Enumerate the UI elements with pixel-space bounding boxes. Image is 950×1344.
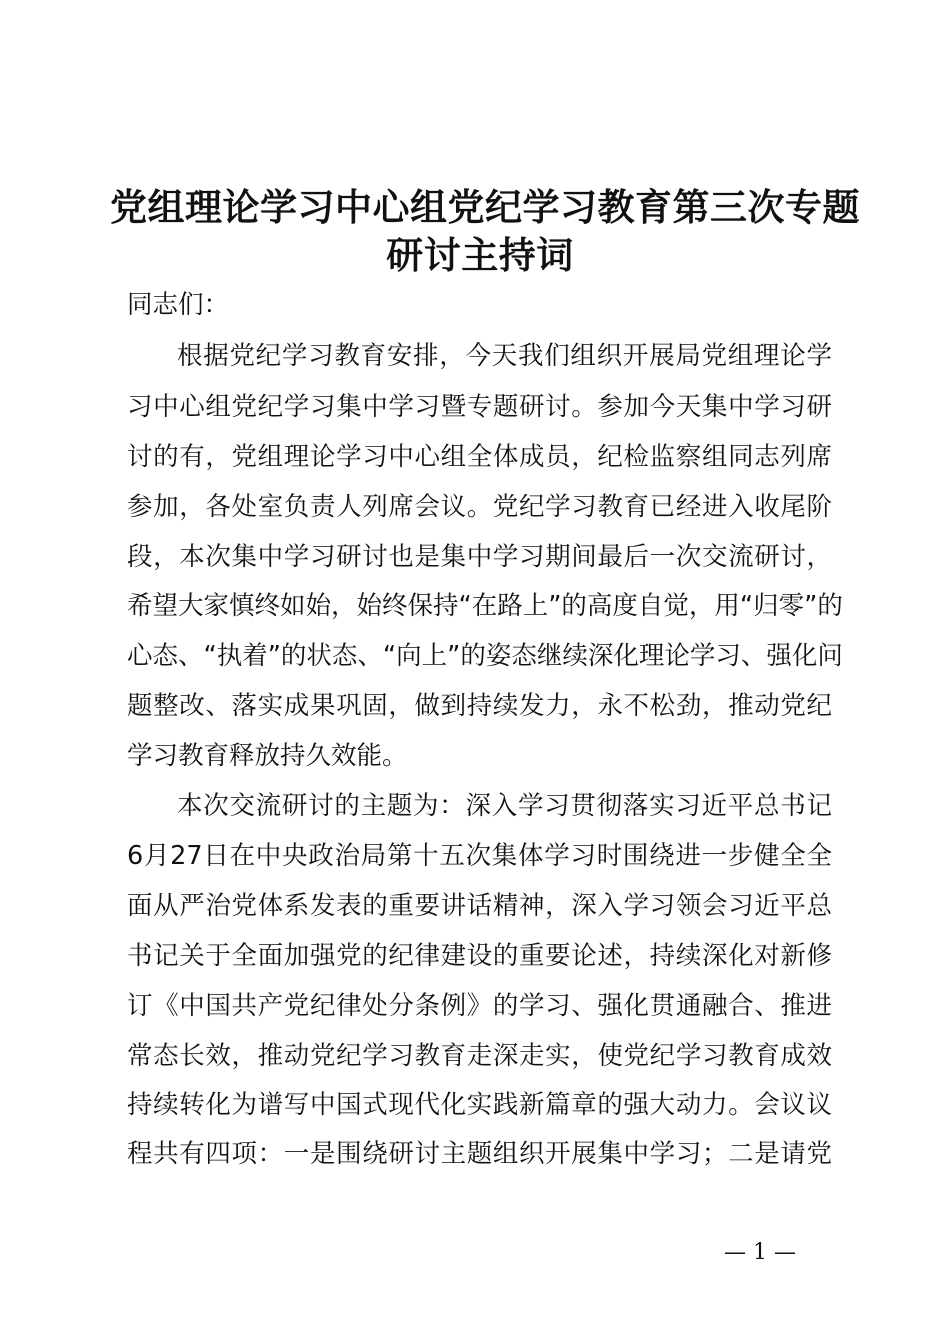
paragraph-1-line-8: 题整改、落实成果巩固，做到持续发力，永不松劲，推动党纪 [127, 691, 832, 721]
paragraph-1-line-9: 学习教育释放持久效能。 [127, 741, 408, 771]
salutation: 同志们： [127, 290, 230, 320]
paragraph-1-line-4: 参加，各处室负责人列席会议。党纪学习教育已经进入收尾阶 [127, 492, 832, 522]
paragraph-1-line-3: 讨的有，党组理论学习中心组全体成员，纪检监察组同志列席 [127, 442, 832, 472]
paragraph-1-line-6: 希望大家慎终如始，始终保持“在路上”的高度自觉，用“归零”的 [127, 591, 843, 621]
paragraph-2-line-4: 书记关于全面加强党的纪律建设的重要论述，持续深化对新修 [127, 941, 832, 971]
paragraph-2-line-1: 本次交流研讨的主题为：深入学习贯彻落实习近平总书记 [177, 791, 832, 821]
paragraph-1-line-7: 心态、“执着”的状态、“向上”的姿态继续深化理论学习、强化问 [127, 641, 843, 671]
paragraph-2-line-7: 持续转化为谱写中国式现代化实践新篇章的强大动力。会议议 [127, 1090, 832, 1120]
paragraph-2-line-2: 6月27日在中央政治局第十五次集体学习时围绕进一步健全全 [127, 841, 832, 871]
paragraph-2-line-3: 面从严治党体系发表的重要讲话精神，深入学习领会习近平总 [127, 891, 832, 921]
document-title-line-1: 党组理论学习中心组党纪学习教育第三次专题 [110, 186, 860, 229]
paragraph-2-line-6: 常态长效，推动党纪学习教育走深走实，使党纪学习教育成效 [127, 1041, 832, 1071]
page-number: — 1 — [724, 1240, 796, 1265]
paragraph-2-line-5: 订《中国共产党纪律处分条例》的学习、强化贯通融合、推进 [127, 991, 832, 1021]
paragraph-1-line-2: 习中心组党纪学习集中学习暨专题研讨。参加今天集中学习研 [127, 392, 832, 422]
paragraph-1-line-1: 根据党纪学习教育安排，今天我们组织开展局党组理论学 [177, 341, 832, 371]
paragraph-1-line-5: 段，本次集中学习研讨也是集中学习期间最后一次交流研讨， [127, 542, 832, 572]
document-title-line-2: 研讨主持词 [386, 234, 574, 277]
paragraph-2-line-8: 程共有四项：一是围绕研讨主题组织开展集中学习；二是请党 [127, 1139, 832, 1169]
